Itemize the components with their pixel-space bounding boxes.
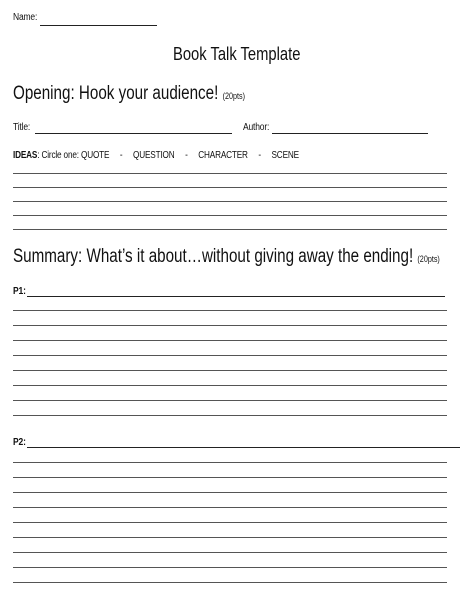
title-field[interactable]	[35, 133, 232, 134]
p2-writing-line[interactable]	[13, 477, 447, 478]
p2-writing-line[interactable]	[13, 582, 447, 583]
p1-writing-line[interactable]	[13, 325, 447, 326]
opening-heading-text: Opening: Hook your audience!	[13, 83, 219, 104]
p1-writing-line[interactable]	[13, 400, 447, 401]
opening-writing-line[interactable]	[13, 201, 447, 202]
ideas-label: IDEAS	[13, 150, 38, 161]
summary-heading	[13, 246, 474, 268]
p2-writing-line[interactable]	[13, 537, 447, 538]
p1-writing-line[interactable]	[13, 385, 447, 386]
p2-writing-line[interactable]	[13, 462, 447, 463]
name-label: Name:	[13, 12, 38, 23]
opening-writing-line[interactable]	[13, 215, 447, 216]
p2-writing-line[interactable]	[13, 507, 447, 508]
author-label: Author:	[243, 122, 270, 133]
opening-points: (20pts)	[222, 91, 245, 101]
opening-writing-line[interactable]	[13, 173, 447, 174]
summary-heading-text: Summary: What’s it about…without giving away the ending!	[13, 246, 414, 267]
p1-writing-line[interactable]	[13, 340, 447, 341]
page-title: Book Talk Template	[173, 44, 301, 64]
p1-label: P1:	[13, 286, 26, 297]
p1-writing-line[interactable]	[13, 355, 447, 356]
p2-writing-line[interactable]	[13, 567, 447, 568]
p1-writing-line[interactable]	[13, 415, 447, 416]
p1-first-line[interactable]	[27, 296, 445, 297]
p2-writing-line[interactable]	[13, 522, 447, 523]
p2-label: P2:	[13, 437, 26, 448]
ideas-line	[13, 150, 362, 161]
ideas-options: : Circle one: QUOTE - QUESTION - CHARACTER - SCENE	[37, 150, 299, 161]
opening-heading	[13, 83, 303, 105]
p2-writing-line[interactable]	[13, 492, 447, 493]
author-field[interactable]	[272, 133, 428, 134]
name-field[interactable]	[40, 25, 157, 26]
summary-points: (20pts)	[417, 254, 440, 264]
opening-writing-line[interactable]	[13, 229, 447, 230]
p2-first-line[interactable]	[27, 447, 460, 448]
title-label: Title:	[13, 122, 31, 133]
p1-writing-line[interactable]	[13, 370, 447, 371]
p2-writing-line[interactable]	[13, 552, 447, 553]
opening-writing-line[interactable]	[13, 187, 447, 188]
p1-writing-line[interactable]	[13, 310, 447, 311]
